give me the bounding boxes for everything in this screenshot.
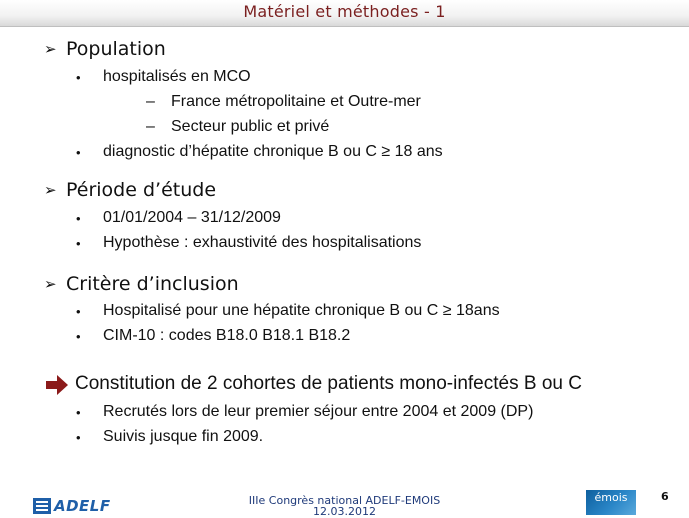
bullet-icon: • bbox=[76, 404, 81, 420]
adelf-logo-text: ADELF bbox=[54, 497, 111, 515]
section-heading-label: Période d’étude bbox=[66, 179, 217, 201]
section-heading-periode bbox=[44, 179, 216, 201]
chevron-right-icon: ➢ bbox=[44, 40, 57, 58]
footer-date: 12.03.2012 bbox=[313, 505, 376, 518]
list-item-text: Suivis jusque fin 2009. bbox=[103, 428, 264, 445]
emois-logo bbox=[586, 490, 636, 515]
list-item-text: 01/01/2004 – 31/12/2009 bbox=[103, 209, 281, 226]
arrow-right-icon bbox=[46, 375, 68, 395]
list-item bbox=[76, 143, 443, 161]
list-item bbox=[76, 403, 533, 421]
list-item-text: Recrutés lors de leur premier séjour entre 2004 et 2009 (DP) bbox=[103, 403, 534, 420]
chevron-right-icon: ➢ bbox=[44, 181, 57, 199]
bullet-icon: • bbox=[76, 303, 81, 319]
section-heading-critere bbox=[44, 273, 239, 295]
section-heading-label: Population bbox=[66, 38, 166, 60]
emois-logo-text: émois bbox=[594, 491, 628, 504]
sub-list-item-text: Secteur public et privé bbox=[171, 118, 330, 135]
list-item-text: CIM-10 : codes B18.0 B18.1 B18.2 bbox=[103, 327, 351, 344]
list-item bbox=[76, 209, 281, 227]
list-item bbox=[76, 428, 263, 446]
dash-icon: – bbox=[146, 93, 155, 110]
conclusion-text: Constitution de 2 cohortes de patients mono-infectés B ou C bbox=[75, 373, 582, 394]
list-item-text: Hypothèse : exhaustivité des hospitalisations bbox=[103, 234, 422, 251]
list-item bbox=[76, 234, 421, 252]
list-item bbox=[76, 302, 500, 320]
sub-list-item bbox=[146, 118, 329, 136]
sub-list-item-text: France métropolitaine et Outre-mer bbox=[171, 93, 421, 110]
bullet-icon: • bbox=[76, 144, 81, 160]
slide-title: Matériel et méthodes - 1 bbox=[243, 2, 446, 21]
bullet-icon: • bbox=[76, 429, 81, 445]
list-item bbox=[76, 68, 251, 86]
title-bar bbox=[0, 0, 689, 27]
bullet-icon: • bbox=[76, 235, 81, 251]
sub-list-item bbox=[146, 93, 421, 111]
bullet-icon: • bbox=[76, 328, 81, 344]
list-item bbox=[76, 327, 350, 345]
dash-icon: – bbox=[146, 118, 155, 135]
section-heading-population bbox=[44, 38, 166, 60]
list-item-text: diagnostic d’hépatite chronique B ou C ≥ 18 ans bbox=[103, 143, 443, 160]
section-heading-label: Critère d’inclusion bbox=[66, 273, 239, 295]
page-number: 6 bbox=[661, 490, 669, 503]
list-item-text: Hospitalisé pour une hépatite chronique B ou C ≥ 18ans bbox=[103, 302, 500, 319]
bullet-icon: • bbox=[76, 69, 81, 85]
list-item-text: hospitalisés en MCO bbox=[103, 68, 251, 85]
chevron-right-icon: ➢ bbox=[44, 275, 57, 293]
bullet-icon: • bbox=[76, 210, 81, 226]
footer-congress: IIIe Congrès national ADELF-EMOIS bbox=[248, 494, 441, 507]
